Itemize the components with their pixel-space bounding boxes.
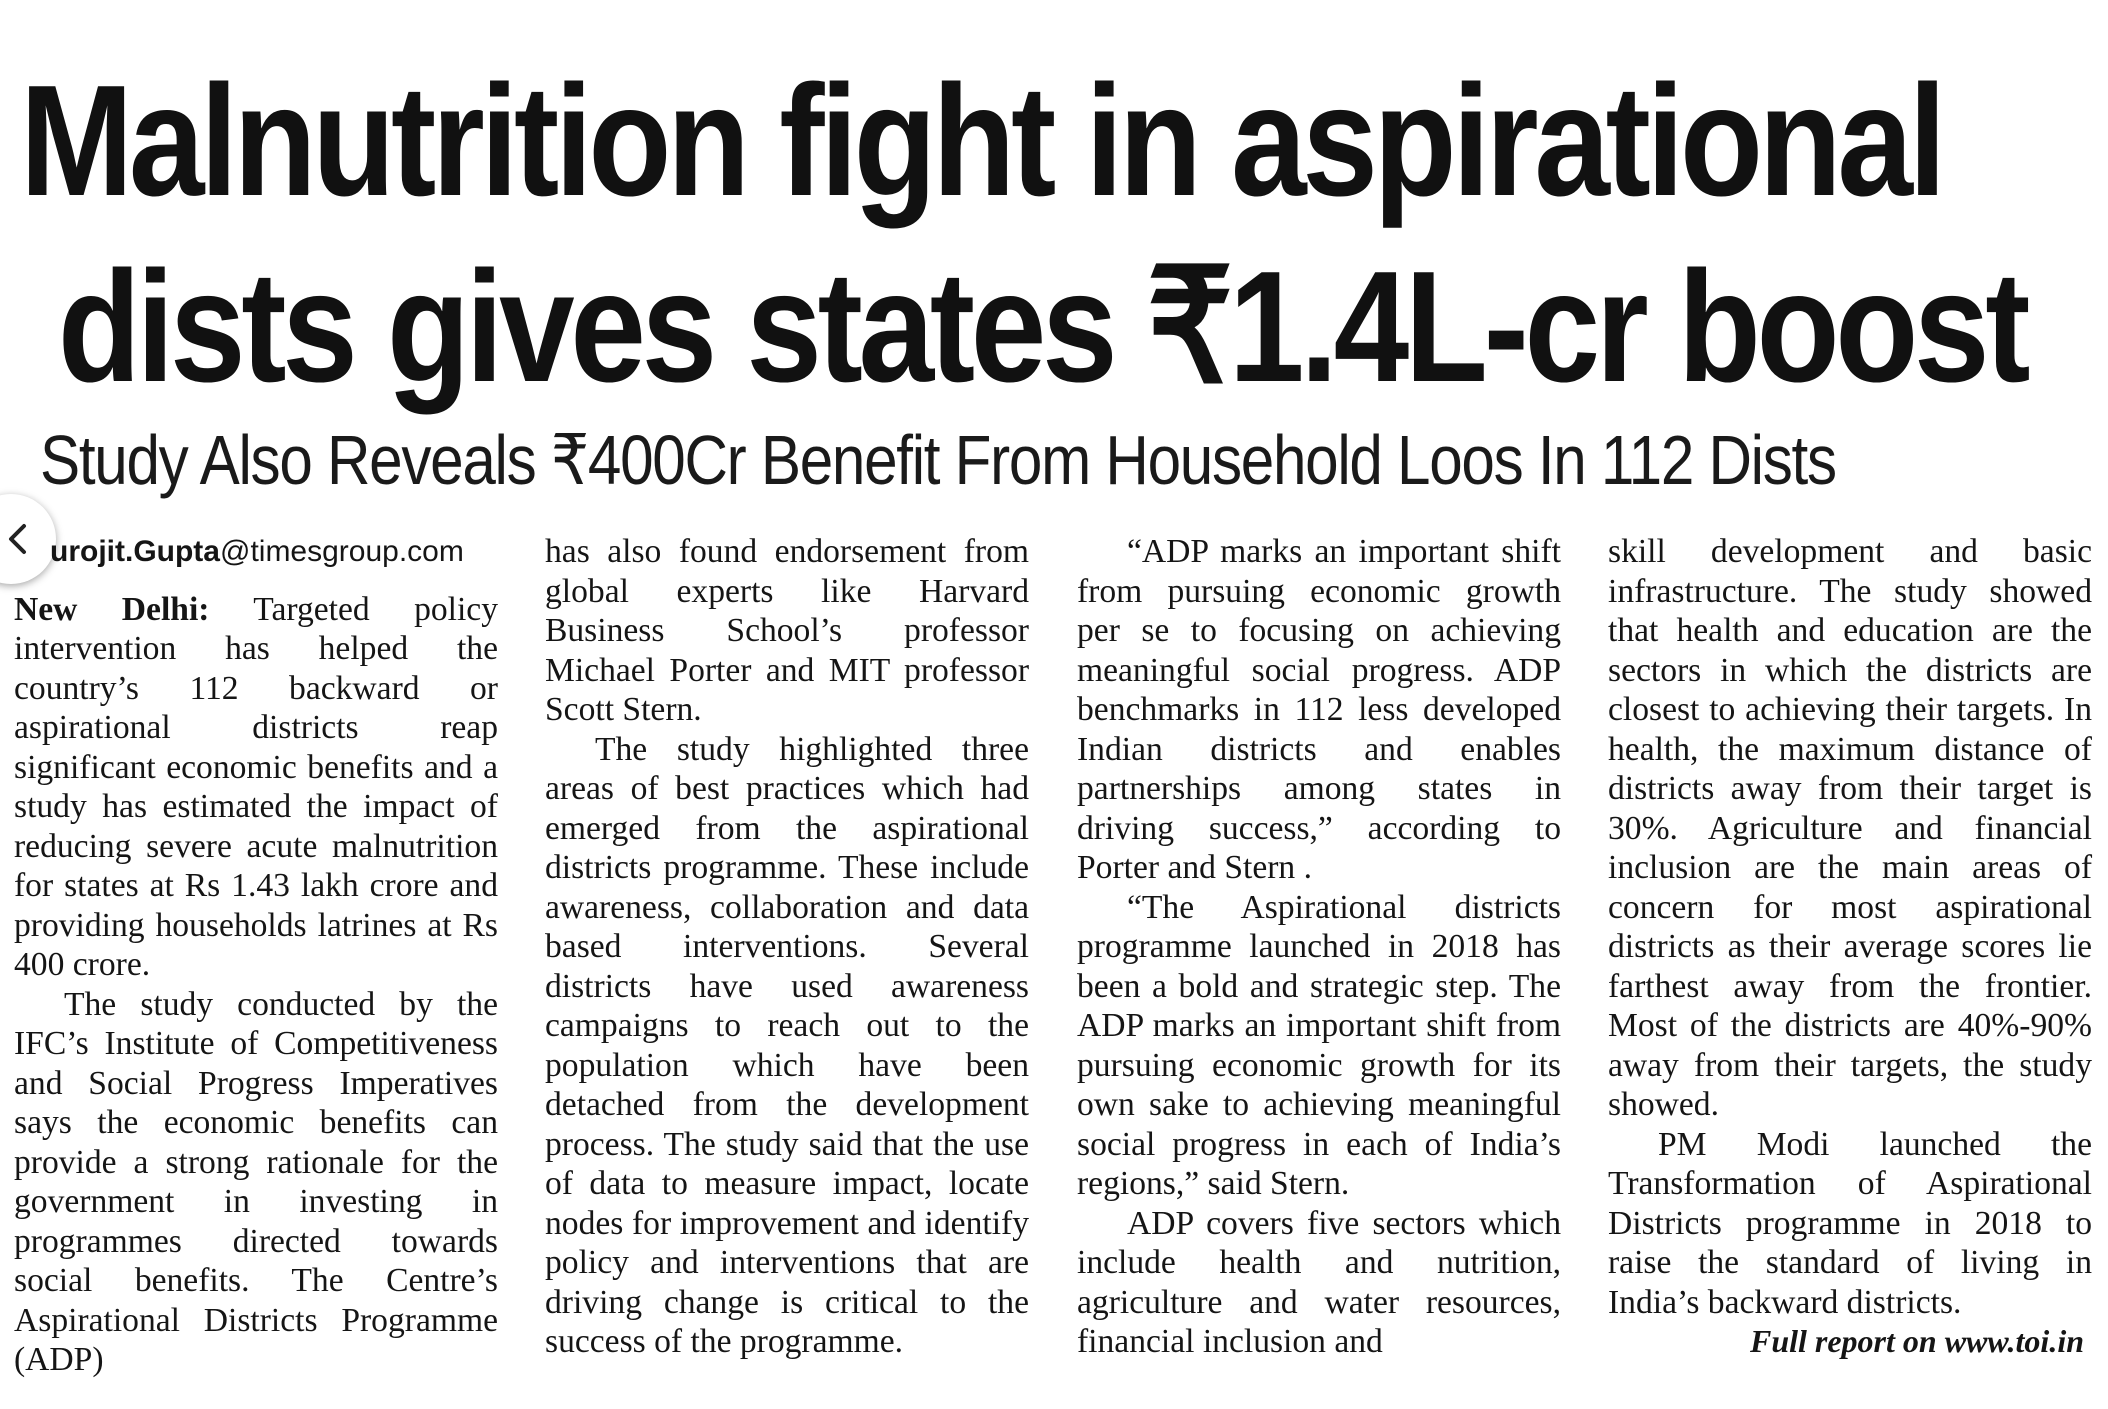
headline-line-2: dists gives states ₹1.4L-cr boost bbox=[57, 239, 2027, 415]
column-3-paragraph-3: ADP covers five sectors which include health and nutrition, agriculture and water resources, financial inclusion and bbox=[1077, 1204, 1561, 1360]
byline-name: urojit.Gupta bbox=[50, 535, 220, 568]
column-4-paragraph-2: PM Modi launched the Transformation of Aspirational Districts programme in 2018 to raise the standard of living in India’s backward districts. bbox=[1608, 1125, 2092, 1321]
dateline: New Delhi: bbox=[14, 590, 210, 628]
article-column-3 bbox=[1077, 532, 1561, 1362]
article-column-4 bbox=[1608, 532, 2092, 1362]
byline-domain: @timesgroup.com bbox=[219, 535, 464, 568]
column-2-paragraph-2: The study highlighted three areas of best practices which had emerged from the aspirational districts programme. These include awareness, collaboration and data based interventions. Several districts have used awareness campaigns to reach out to the population which have been detached from the development process. The study said that the use of data to measure impact, locate nodes for improvement and identify policy and interventions that are driving change is critical to the success of the programme. bbox=[545, 730, 1029, 1360]
article-column-1 bbox=[14, 532, 498, 1380]
article-column-2 bbox=[545, 532, 1029, 1362]
article-paragraph bbox=[14, 590, 498, 985]
byline bbox=[14, 532, 498, 572]
full-report-credit: Full report on www.toi.in bbox=[1749, 1323, 2084, 1359]
column-1-paragraph-1: Targeted policy intervention has helped the country’s 112 backward or aspirational districts reap significant economic benefits and a study has estimated the impact of reducing severe acute malnutrition for states at Rs 1.43 lakh crore and providing households latrines at Rs 400 crore. bbox=[14, 590, 498, 983]
subheadline: Study Also Reveals ₹400Cr Benefit From Household Loos In 112 Dists bbox=[40, 421, 1836, 499]
headline bbox=[20, 48, 2027, 420]
column-3-paragraph-1: “ADP marks an important shift from pursuing economic growth per se to focusing on achieving meaningful social progress. ADP benchmarks in 112 less developed Indian districts and enables partnerships among states in driving success,” according to Porter and Stern . bbox=[1077, 533, 1561, 886]
headline-line-1: Malnutrition fight in aspirational bbox=[20, 53, 1943, 229]
column-4-paragraph-1: skill development and basic infrastructure. The study showed that health and education are the sectors in which the districts are closest to achieving their targets. In health, the maximum distance of districts away from their target is 30%. Agriculture and financial inclusion are the main areas of concern for most aspirational districts as their average scores lie farthest away from the frontier. Most of the districts are 40%-90% away from their targets, the study showed. bbox=[1608, 533, 2092, 1123]
column-2-paragraph-1: has also found endorsement from global experts like Harvard Business School’s professor Michael Porter and MIT professor Scott Stern. bbox=[545, 533, 1029, 728]
column-3-paragraph-2: “The Aspirational districts programme launched in 2018 has been a bold and strategic step. The ADP marks an important shift from pursuing economic growth for its own sake to achieving meaningful social progress in each of India’s regions,” said Stern. bbox=[1077, 888, 1561, 1202]
column-1-paragraph-2: The study conducted by the IFC’s Institute of Competitiveness and Social Progress Imperatives says the economic benefits can provide a strong rationale for the government in investing in programmes directed towards social benefits. The Centre’s Aspirational Districts Programme (ADP) bbox=[14, 985, 498, 1378]
